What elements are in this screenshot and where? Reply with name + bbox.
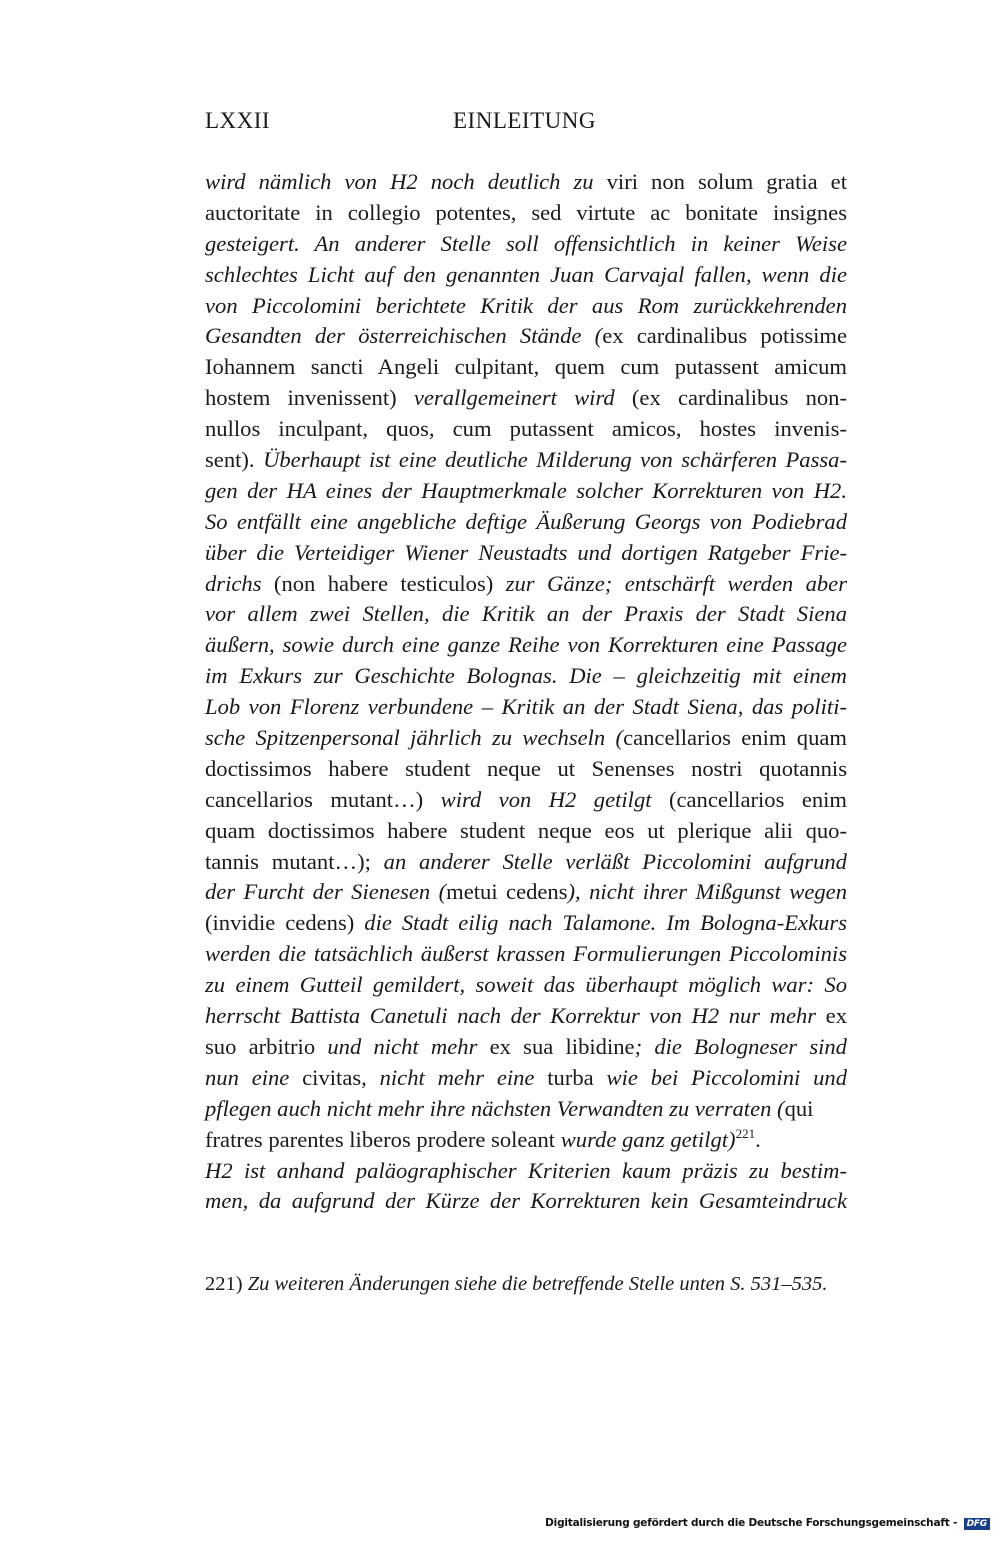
text-segment: und nicht mehr bbox=[327, 1033, 490, 1059]
text-line bbox=[205, 1125, 847, 1156]
folio-number: LXXII bbox=[205, 108, 271, 133]
text-segment: Iohannem sancti Angeli culpitant, quem cum putassent amicum bbox=[205, 354, 847, 380]
footnote-number: 221) bbox=[205, 1273, 248, 1295]
text-line bbox=[205, 569, 847, 600]
text-line bbox=[205, 383, 847, 414]
text-segment: H2 ist anhand paläographischer Kriterien kaum präzis zu bestim- bbox=[205, 1157, 847, 1183]
text-segment: verallgemeinert wird bbox=[413, 385, 632, 411]
digitization-credit bbox=[545, 1517, 990, 1530]
text-segment: viri non solum gratia et bbox=[606, 169, 847, 194]
text-segment: an anderer Stelle verläßt Piccolomini aufgrund bbox=[383, 848, 847, 874]
text-segment: pflegen auch nicht mehr ihre nächsten Verwandten zu verraten ( bbox=[205, 1095, 785, 1121]
text-line bbox=[205, 785, 847, 816]
text-segment: Überhaupt ist eine deutliche Milderung von schärferen Passa- bbox=[263, 447, 848, 473]
text-segment: werden die tatsächlich äußerst krassen Formulierungen Piccolominis bbox=[205, 941, 847, 967]
text-segment: der Furcht der Sienesen ( bbox=[205, 879, 447, 905]
text-line bbox=[205, 877, 847, 908]
text-line bbox=[205, 723, 847, 754]
text-line bbox=[205, 692, 847, 723]
text-line bbox=[205, 847, 847, 878]
text-segment: turba bbox=[547, 1064, 607, 1090]
text-line bbox=[205, 507, 847, 538]
text-segment: nullos inculpant, quos, cum putassent amicos, hostes invenis- bbox=[205, 416, 847, 442]
text-segment: Gesandten der österreichischen Stände ( bbox=[205, 323, 603, 349]
text-line bbox=[205, 1094, 847, 1125]
running-title: EINLEITUNG bbox=[453, 108, 596, 133]
text-segment: herrscht Battista Canetuli nach der Korrektur von H2 nur mehr bbox=[205, 1003, 826, 1029]
text-segment: wird nämlich von H2 noch deutlich zu bbox=[205, 169, 607, 194]
text-segment: metui cedens bbox=[446, 879, 568, 905]
text-line bbox=[205, 939, 847, 970]
body-text bbox=[205, 167, 847, 1217]
text-segment: cancellarios enim quam bbox=[623, 725, 847, 751]
text-segment: quam doctissimos habere student neque eos ut plerique alii quo- bbox=[205, 817, 847, 843]
text-segment: ex cardinalibus potissime bbox=[602, 323, 848, 349]
text-segment: äußern, sowie durch eine ganze Reihe von Korrekturen eine Passage bbox=[205, 632, 847, 658]
text-line bbox=[205, 1186, 847, 1217]
text-segment: fratres parentes liberos prodere soleant bbox=[205, 1126, 561, 1152]
dfg-logo: DFG bbox=[964, 1518, 990, 1530]
text-segment: von Piccolomini berichtete Kritik der aus Rom zurückkehrenden bbox=[205, 292, 847, 318]
text-segment: auctoritate in collegio potentes, sed virtute ac bonitate insignes bbox=[205, 199, 847, 225]
text-line bbox=[205, 1156, 847, 1187]
text-line bbox=[205, 291, 847, 322]
text-segment: hostem invenissent) bbox=[205, 385, 414, 411]
text-segment: die Stadt eilig nach Talamone. Im Bologna-Exkurs bbox=[364, 910, 847, 936]
text-line bbox=[205, 1032, 847, 1063]
text-segment: cancellarios mutant…) bbox=[205, 786, 441, 812]
text-line bbox=[205, 630, 847, 661]
text-line bbox=[205, 167, 847, 198]
text-segment: gen der HA eines der Hauptmerkmale solcher Korrekturen von H2. bbox=[205, 477, 847, 503]
text-segment: qui bbox=[784, 1095, 814, 1121]
text-segment: (ex cardinalibus non- bbox=[631, 385, 847, 411]
text-segment: wie bei Piccolomini und bbox=[606, 1064, 847, 1090]
text-segment: . bbox=[755, 1126, 761, 1152]
text-segment: suo arbitrio bbox=[205, 1033, 328, 1059]
page-header bbox=[205, 108, 845, 138]
text-segment: (non habere testiculos) bbox=[273, 570, 506, 596]
text-segment: ; die Bologneser sind bbox=[634, 1033, 847, 1059]
text-segment: (invidie cedens) bbox=[205, 910, 365, 936]
text-line bbox=[205, 908, 847, 939]
text-segment: wurde ganz getilgt) bbox=[560, 1126, 736, 1152]
text-segment: (cancellarios enim bbox=[668, 786, 847, 812]
text-line bbox=[205, 229, 847, 260]
text-segment: sent). bbox=[205, 447, 264, 473]
text-segment: civitas, bbox=[302, 1064, 380, 1090]
text-line bbox=[205, 661, 847, 692]
text-line bbox=[205, 260, 847, 291]
text-line bbox=[205, 1063, 847, 1094]
text-line bbox=[205, 321, 847, 352]
text-segment: ex bbox=[825, 1003, 847, 1029]
text-line bbox=[205, 414, 847, 445]
text-line bbox=[205, 445, 847, 476]
text-segment: zu einem Gutteil gemildert, soweit das überhaupt möglich war: So bbox=[205, 972, 847, 998]
text-segment: gesteigert. An anderer Stelle soll offensichtlich in keiner Weise bbox=[205, 230, 847, 256]
text-segment: wird von H2 getilgt bbox=[440, 786, 669, 812]
text-segment: über die Verteidiger Wiener Neustadts und dortigen Ratgeber Frie- bbox=[205, 539, 847, 565]
text-segment: tannis mutant…); bbox=[205, 848, 384, 874]
text-segment: drichs bbox=[205, 570, 274, 596]
text-segment: sche Spitzenpersonal jährlich zu wechseln ( bbox=[205, 725, 624, 751]
text-segment: nun eine bbox=[205, 1064, 303, 1090]
text-segment: Lob von Florenz verbundene – Kritik an der Stadt Siena, das politi- bbox=[205, 694, 847, 720]
text-segment: nicht mehr eine bbox=[379, 1064, 548, 1090]
text-line bbox=[205, 1001, 847, 1032]
text-segment: vor allem zwei Stellen, die Kritik an der Praxis der Stadt Siena bbox=[205, 601, 847, 627]
text-line bbox=[205, 476, 847, 507]
footnote bbox=[205, 1270, 865, 1298]
text-segment: zur Gänze; entschärft werden aber bbox=[505, 570, 848, 596]
text-segment: men, da aufgrund der Kürze der Korrekturen kein Gesamteindruck bbox=[205, 1188, 847, 1214]
text-segment: doctissimos habere student neque ut Senenses nostri quotannis bbox=[205, 755, 847, 781]
text-line bbox=[205, 816, 847, 847]
text-segment: So entfällt eine angebliche deftige Äußerung Georgs von Podiebrad bbox=[205, 508, 847, 534]
text-segment: ), nicht ihrer Mißgunst wegen bbox=[567, 879, 848, 905]
text-line bbox=[205, 970, 847, 1001]
credit-text: Digitalisierung gefördert durch die Deutsche Forschungsgemeinschaft - bbox=[545, 1517, 961, 1529]
text-segment: im Exkurs zur Geschichte Bolognas. Die – gleichzeitig mit einem bbox=[205, 663, 847, 689]
text-segment: ex sua libidine bbox=[489, 1033, 635, 1059]
footnote-text: Zu weiteren Änderungen siehe die betreffende Stelle unten S. 531–535. bbox=[247, 1273, 828, 1295]
text-line bbox=[205, 538, 847, 569]
text-line bbox=[205, 198, 847, 229]
text-line bbox=[205, 754, 847, 785]
text-segment: schlechtes Licht auf den genannten Juan Carvajal fallen, wenn die bbox=[205, 261, 847, 287]
text-line bbox=[205, 352, 847, 383]
footnote-ref: 221 bbox=[735, 1125, 756, 1141]
text-line bbox=[205, 599, 847, 630]
